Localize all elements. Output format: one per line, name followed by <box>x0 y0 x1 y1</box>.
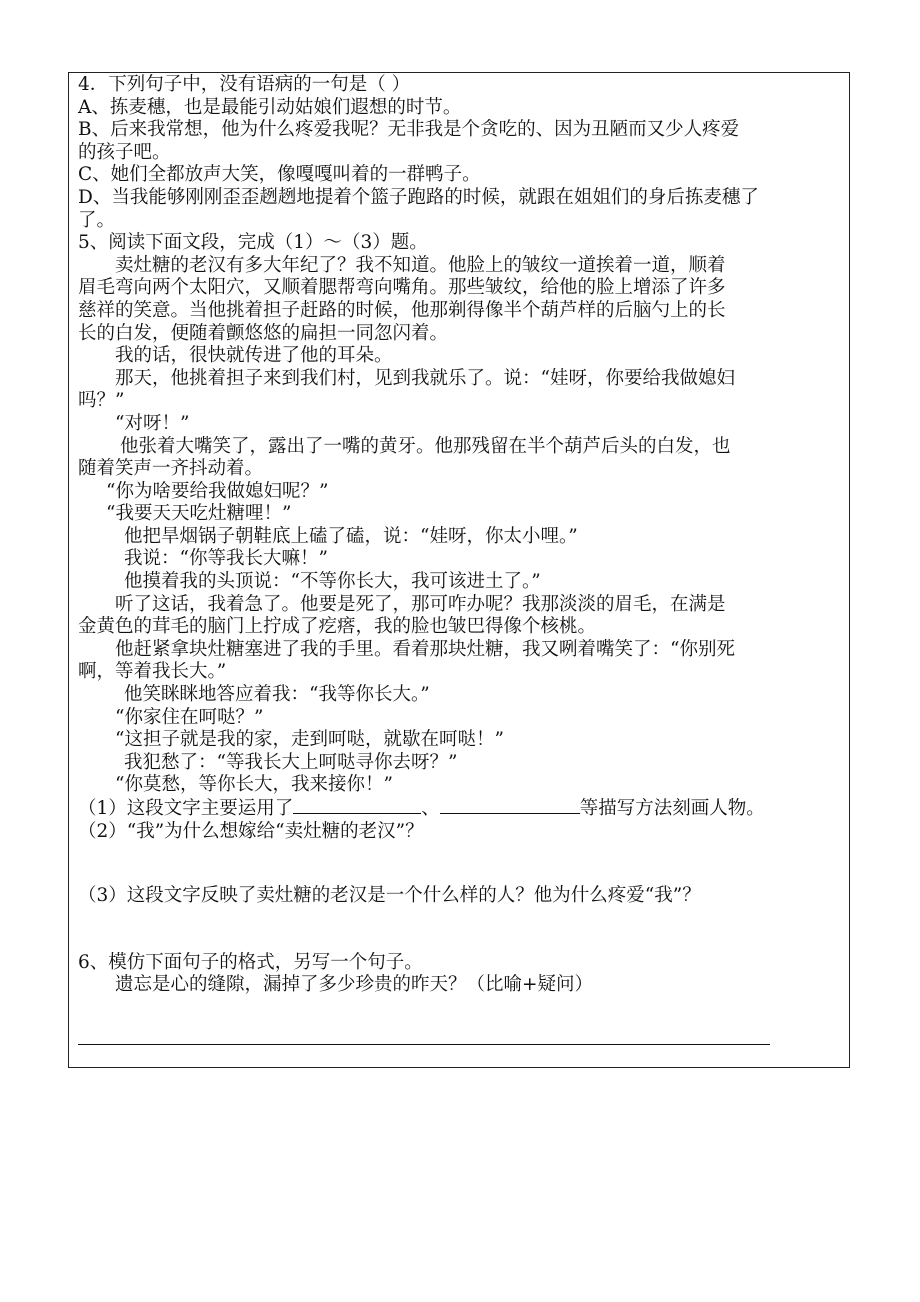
passage-p12-line1: 他赶紧拿块灶糖塞进了我的手里。看着那块灶糖，我又咧着嘴笑了：“你别死 <box>115 638 735 660</box>
passage-p5-line2: 随着笑声一齐抖动着。 <box>78 458 264 480</box>
passage-p1-line1: 卖灶糖的老汉有多大年纪了？我不知道。他脸上的皱纹一道挨着一道，顺着 <box>115 254 726 276</box>
passage-p3-line2: 吗？” <box>78 390 125 412</box>
passage-p11-line1: 听了这话，我着急了。他要是死了，那可咋办呢？我那淡淡的眉毛，在满是 <box>115 593 726 615</box>
q6-example: 遗忘是心的缝隙，漏掉了多少珍贵的昨天？（比喻+疑问） <box>115 974 594 996</box>
q5-sub2: （2）“我”为什么想嫁给“卖灶糖的老汉”？ <box>78 820 424 842</box>
q5-sub1 <box>78 797 848 821</box>
passage-p10: 他摸着我的头顶说：“不等你长大，我可该进土了。” <box>124 571 541 593</box>
q4-option-d-line1 <box>78 187 848 210</box>
passage-p16: 我犯愁了：“等我长大上呵哒寻你去呀？” <box>124 751 458 773</box>
q6-stem: 6、模仿下面句子的格式，另写一个句子。 <box>78 951 423 973</box>
q5-sub2-answer-space[interactable] <box>78 843 848 885</box>
q4-option-b-line1: B、后来我常想，他为什么疼爱我呢？无非我是个贪吃的、因为丑陋而又少人疼爱 <box>78 119 740 141</box>
passage-p9: 我说：“你等我长大嘛！” <box>124 548 328 570</box>
passage-p15: “这担子就是我的家，走到呵哒，就歇在呵哒！” <box>115 729 504 751</box>
q4-option-b-line2: 的孩子吧。 <box>78 141 171 163</box>
q4-stem: 4．下列句子中，没有语病的一句是（ ） <box>78 74 411 95</box>
q4-option-c: C、她们全都放声大笑，像嘎嘎叫着的一群鸭子。 <box>78 164 481 186</box>
q5-sub1-blank-1[interactable] <box>293 797 421 814</box>
passage-p4: “对呀！” <box>115 412 190 434</box>
passage-p5-line1: 他张着大嘴笑了，露出了一嘴的黄牙。他那残留在半个葫芦后头的白发，也 <box>120 435 731 457</box>
q5-sub1-suffix: 等描写方法刻画人物。 <box>579 798 765 819</box>
passage-p6: “你为啥要给我做媳妇呢？” <box>106 480 329 502</box>
passage-p11-line2: 金黄色的茸毛的脑门上拧成了疙瘩，我的脸也皱巴得像个核桃。 <box>78 616 597 638</box>
passage-p2: 我的话，很快就传进了他的耳朵。 <box>115 345 393 367</box>
passage-p1-line3: 慈祥的笑意。当他挑着担子赶路的时候，他那剃得像半个葫芦样的后脑勺上的长 <box>78 299 726 321</box>
q5-sub1-prefix: （1）这段文字主要运用了 <box>78 798 294 819</box>
passage-p3-line1: 那天，他挑着担子来到我们村，见到我就乐了。说：“娃呀，你要给我做媳妇 <box>115 367 735 389</box>
q5-sub3: （3）这段文字反映了卖灶糖的老汉是一个什么样的人？他为什么疼爱“我”？ <box>78 885 701 907</box>
q4-option-d-text: D、当我能够刚刚歪歪趔趔地提着个篮子跑路的时候，就跟在姐姐们的身后拣麦穗了 <box>78 186 759 208</box>
passage-p7: “我要天天吃灶糖哩！” <box>106 503 292 525</box>
passage-p14: “你家住在呵哒？” <box>115 706 264 728</box>
passage-p8: 他把旱烟锅子朝鞋底上磕了磕，说：“娃呀，你太小哩。” <box>124 525 578 547</box>
q4-option-a: A、拣麦穗，也是最能引动姑娘们遐想的时节。 <box>78 96 462 118</box>
passage-p1-line2: 眉毛弯向两个太阳穴，又顺着腮帮弯向嘴角。那些皱纹，给他的脸上增添了许多 <box>78 277 726 299</box>
passage-p1-line4: 长的白发，便随着颤悠悠的扁担一同忽闪着。 <box>78 322 449 344</box>
passage-p13: 他笑眯眯地答应着我：“我等你长大。” <box>124 684 430 706</box>
q5-sub3-answer-space[interactable] <box>78 908 848 952</box>
worksheet-content <box>78 74 848 997</box>
passage-p17: “你莫愁，等你长大，我来接你！” <box>115 774 393 796</box>
q4-option-d-line2: 了。 <box>78 209 116 231</box>
q6-answer-line[interactable] <box>78 1044 770 1045</box>
q5-sub1-separator: 、 <box>421 798 440 819</box>
q5-stem: 5、阅读下面文段，完成（1）～（3）题。 <box>78 232 428 254</box>
passage-p12-line2: 啊，等着我长大。” <box>78 661 227 683</box>
q5-sub1-blank-2[interactable] <box>440 797 580 814</box>
